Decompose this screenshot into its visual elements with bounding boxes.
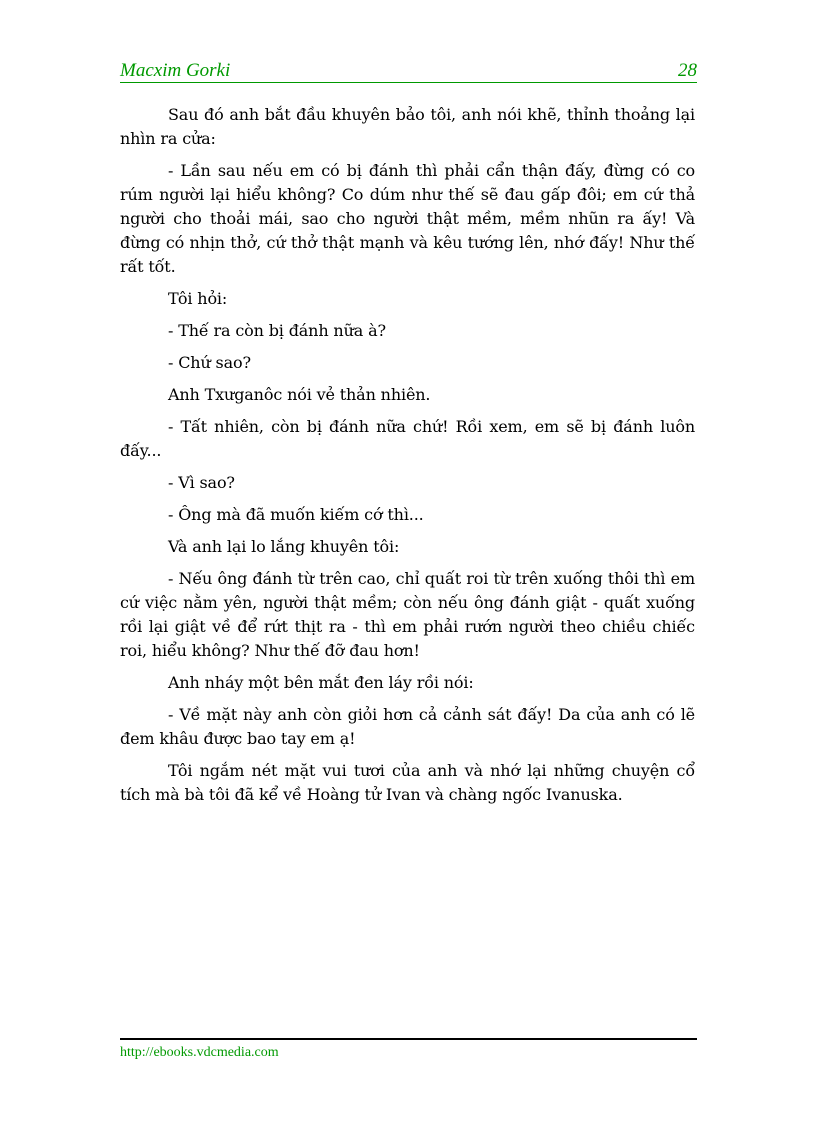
page-header bbox=[120, 60, 697, 83]
paragraph: - Lần sau nếu em có bị đánh thì phải cẩn thận đấy, đừng có co rúm người lại hiểu không? Co dúm như thế sẽ đau gấp đôi; em cứ thả người cho thoải mái, sao cho người thật mềm, mềm nhũn ra ấy! Và đừng có nhịn thở, cứ thở thật mạnh và kêu tướng lên, nhớ đấy! Như thế rất tốt. bbox=[120, 161, 695, 276]
paragraph: Sau đó anh bắt đầu khuyên bảo tôi, anh nói khẽ, thỉnh thoảng lại nhìn ra cửa: bbox=[120, 105, 695, 148]
paragraph: - Chứ sao? bbox=[168, 353, 251, 372]
paragraph: - Thế ra còn bị đánh nữa à? bbox=[168, 321, 386, 340]
paragraph: Tôi hỏi: bbox=[168, 289, 228, 308]
paragraph: - Nếu ông đánh từ trên cao, chỉ quất roi từ trên xuống thôi thì em cứ việc nằm yên, người thật mềm; còn nếu ông đánh giật - quất xuống rồi lại giật về để rứt thịt ra - thì em phải rướn người theo chiều chiếc roi, hiểu không? Như thế đỡ đau hơn! bbox=[120, 569, 695, 660]
page-number: 28 bbox=[678, 60, 697, 81]
paragraph: Anh nháy một bên mắt đen láy rồi nói: bbox=[168, 673, 474, 692]
footer-url-link[interactable]: http://ebooks.vdcmedia.com bbox=[120, 1045, 279, 1060]
book-author: Macxim Gorki bbox=[120, 60, 231, 81]
paragraph: - Vì sao? bbox=[168, 473, 235, 492]
paragraph: - Tất nhiên, còn bị đánh nữa chứ! Rồi xem, em sẽ bị đánh luôn đấy... bbox=[120, 417, 695, 460]
footer-divider bbox=[120, 1038, 697, 1040]
paragraph: Anh Txưganôc nói vẻ thản nhiên. bbox=[168, 385, 431, 404]
paragraph: - Về mặt này anh còn giỏi hơn cả cảnh sát đấy! Da của anh có lẽ đem khâu được bao tay em ạ! bbox=[120, 705, 695, 748]
paragraph: Tôi ngắm nét mặt vui tươi của anh và nhớ lại những chuyện cổ tích mà bà tôi đã kể về Hoàng tử Ivan và chàng ngốc Ivanuska. bbox=[120, 761, 695, 804]
paragraph: - Ông mà đã muốn kiếm cớ thì... bbox=[168, 505, 424, 524]
paragraph: Và anh lại lo lắng khuyên tôi: bbox=[168, 537, 400, 556]
page-body bbox=[120, 103, 695, 815]
